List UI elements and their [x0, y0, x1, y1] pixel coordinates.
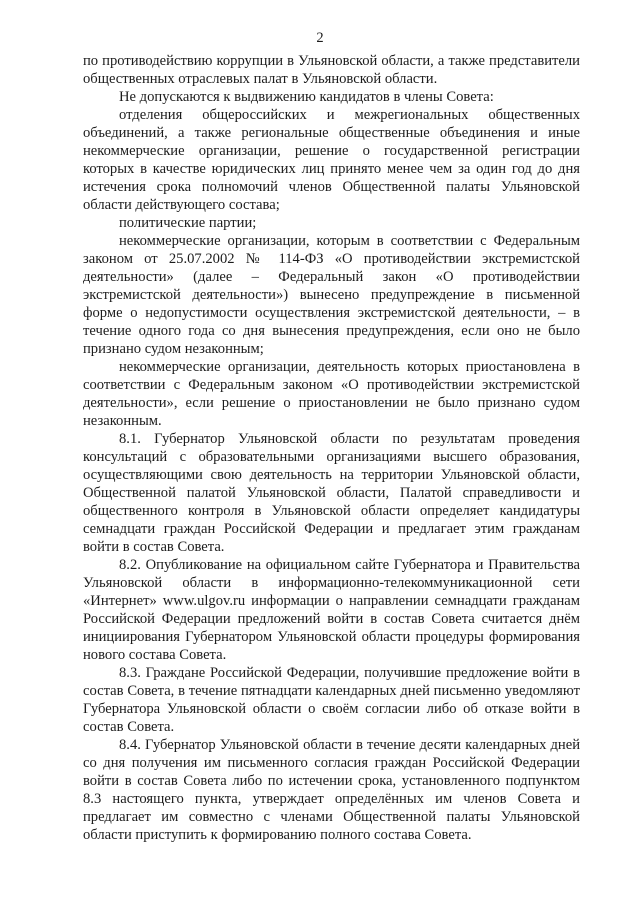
page-number: 2	[316, 30, 324, 46]
paragraph-ineligible-parties: политические партии;	[119, 215, 257, 231]
paragraph-ineligible-warned: некоммерческие организации, которым в соответствии с Федеральным законом от 25.07.2002 № 114-ФЗ «О противодействии экстремистской деятельности» (далее – Федеральный закон «О противодействии экстремистской деятельности») вынесено предупреждение в письменной форме о недопустимости осуществления экстремистской деятельности, – в течение одного года со дня вынесения предупреждения, если оно не было признано судом незаконным;	[83, 233, 580, 357]
paragraph-ineligible-suspended: некоммерческие организации, деятельность которых приостановлена в соответствии с Федеральным законом «О противодействии экстремистской деятельности», если решение о приостановлении не было признано судом незаконным.	[83, 359, 580, 429]
paragraph-continuation: по противодействию коррупции в Ульяновской области, а также представители общественных отраслевых палат в Ульяновской области.	[83, 53, 580, 87]
paragraph-ineligible-intro: Не допускаются к выдвижению кандидатов в члены Совета:	[119, 89, 494, 105]
paragraph-8-4: 8.4. Губернатор Ульяновской области в течение десяти календарных дней со дня получения им письменного согласия граждан Российской Федерации войти в состав Совета либо по истечении срока, установленного подпунктом 8.3 настоящего пункта, утверждает определённых им членов Совета и предлагает им совместно с членами Общественной палаты Ульяновской области приступить к формированию полного состава Совета.	[83, 737, 580, 843]
paragraph-8-2: 8.2. Опубликование на официальном сайте Губернатора и Правительства Ульяновской области в информационно-телекоммуникационной сети «Интернет» www.ulgov.ru информации о направлении семнадцати гражданам Российской Федерации предложений войти в состав Совета считается днём инициирования Губернатором Ульяновской области процедуры формирования нового состава Совета.	[83, 557, 580, 663]
paragraph-8-3: 8.3. Граждане Российской Федерации, получившие предложение войти в состав Совета, в течение пятнадцати календарных дней письменно уведомляют Губернатора Ульяновской области о своём согласии либо об отказе войти в состав Совета.	[83, 665, 580, 735]
document-body	[83, 52, 580, 844]
paragraph-8-1: 8.1. Губернатор Ульяновской области по результатам проведения консультаций с образовательными организациями высшего образования, осуществляющими свою деятельность на территории Ульяновской области, Общественной палатой Ульяновской области, Палатой справедливости и общественного контроля в Ульяновской области определяет кандидатуры семнадцати граждан Российской Федерации и предлагает этим гражданам войти в состав Совета.	[83, 431, 580, 555]
paragraph-ineligible-branches: отделения общероссийских и межрегиональных общественных объединений, а также региональные общественные объединения и иные некоммерческие организации, решение о государственной регистрации которых в качестве юридических лиц принято менее чем за один год до дня истечения срока полномочий членов Общественной палаты Ульяновской области действующего состава;	[83, 107, 580, 213]
